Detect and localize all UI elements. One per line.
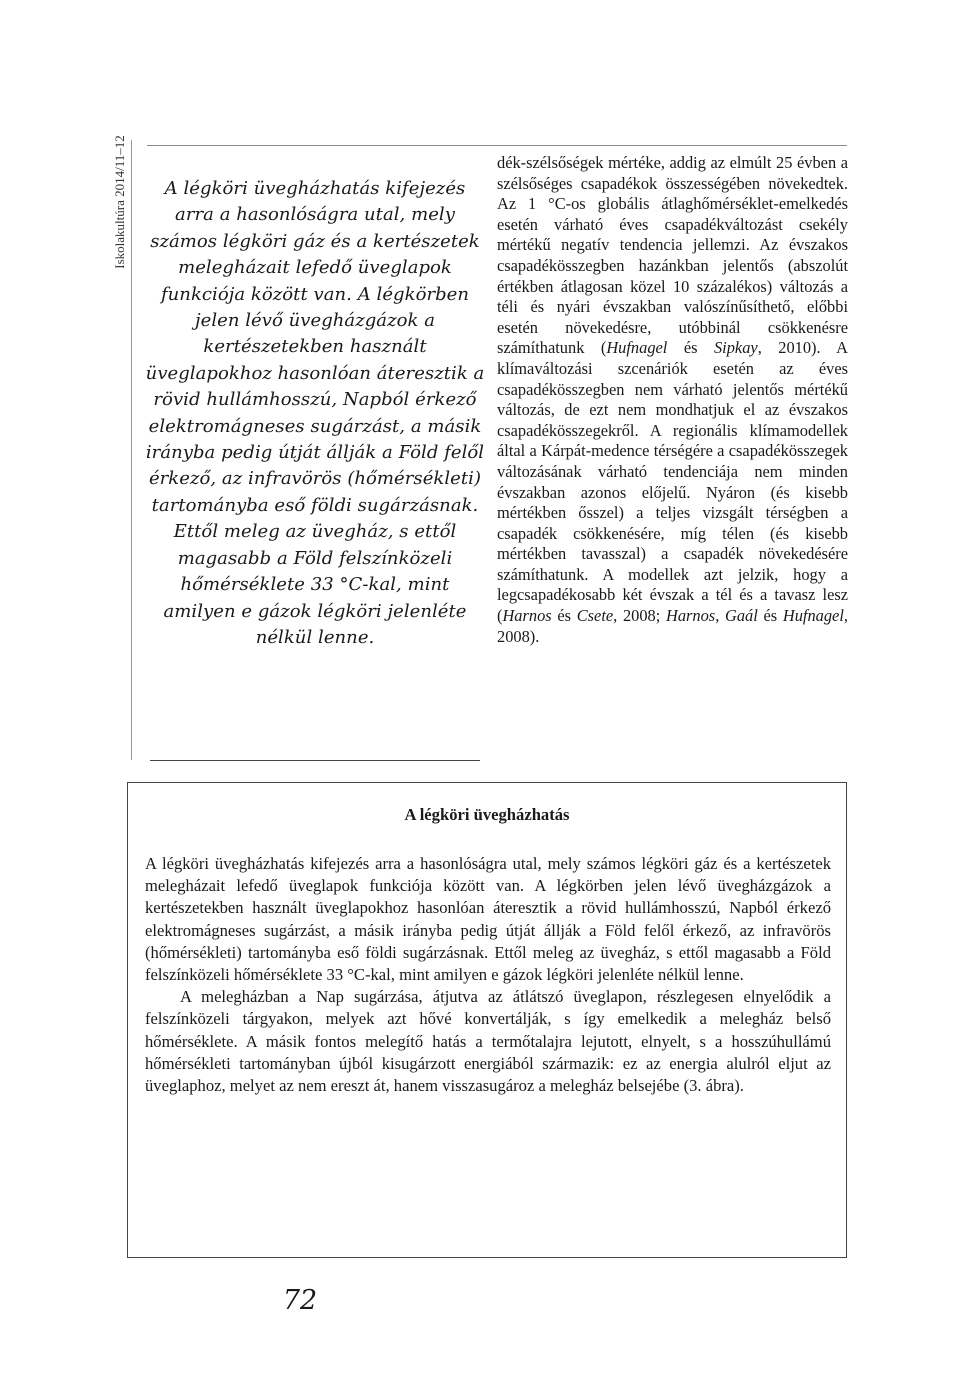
info-box-paragraph: A légköri üvegházhatás kifejezés arra a hasonlóságra utal, mely számos légköri gáz és a kertészetek melegházait lefedő üveglapok funkciója között van. A légkörben jelen lévő üvegházgázok a kertészetekben használt üveglapokhoz hasonlóan áteresztik a rövid hullámhosszú, Napból érkező elektromágneses sugárzást, a másik irányba pedig útját állják a Föld felől érkező, az infravörös (hőmérsékleti) tartományba eső földi sugárzásnak. Ettől meleg az üvegház, s ettől magasabb a Föld felszínközeli hőmérséklete 33 °C-kal, mint amilyen e gázok légköri jelenléte nélkül lenne. (145, 854, 831, 985)
page-number: 72 (282, 1285, 318, 1316)
citation-author: Csete (576, 606, 614, 626)
citation-conjunction: és (757, 606, 783, 626)
info-box (127, 782, 847, 1258)
body-text-part: , 2008; (613, 606, 666, 626)
pull-quote: A légköri üvegházhatás kifejezés arra a hasonlóságra utal, mely számos légköri gáz és a kertészetek melegházait lefedő üveglapok funkciója között van. A légkörben jelen lévő üvegházgázok a kertészetekben használt üveglapokhoz hasonlóan áteresztik a rövid hullámhosszú, Napból érkező elektromágneses sugárzást, a másik irányba pedig útját állják a Föld felől érkező, az infravörös (hőmérsékleti) tartományba eső földi sugárzásnak. Ettől meleg az üvegház, s ettől magasabb a Föld felszínközeli hőmérséklete 33 °C-kal, mint amilyen e gázok légköri jelenléte nélkül lenne. (145, 178, 485, 648)
journal-name: Iskolakultúra 2014/11–12 (112, 135, 127, 269)
body-text-part: dék-szélsőségek mértéke, addig az elmúlt 25 évben a szélsőséges csapadékok összességében növekedtek. Az 1 °C-os globális átlaghőmérséklet-emelkedés esetén várható éves csapadékváltozást csekély mértékű negatív tendencia jellemzi. Az évszakos csapadékösszegben hazánkban jelentős (abszolút értékben átlagosan közel 10 százalékos) változás a téli és nyári évszakban valószínűsíthető, előbbi esetén növekedésre, utóbbinál csökkenésre számíthatunk ( (497, 153, 848, 358)
info-box-paragraph: A melegházban a Nap sugárzása, átjutva az átlátszó üveglapon, részlegesen elnyelődik a felszínközeli tárgyakon, melyek azt hővé konvertálják, s így emelkedik a melegház belső hőmérséklete. A másik fontos melegítő hatás a termőtalajra lejutott, elnyelt, s a hosszúhullámú hőmérsékleti tartományban újból kisugárzott energiából származik: ez az energia alulról eljut az üveglaphoz, melyet az nem ereszt át, hanem visszasugároz a melegház belsejébe (3. ábra). (145, 987, 831, 1096)
citation-separator: , (715, 606, 725, 626)
body-text-part: , 2008). (497, 606, 848, 646)
citation-author: Sipkay (713, 338, 758, 358)
citation-conjunction: és (551, 606, 577, 626)
citation-author: Hufnagel (782, 606, 844, 626)
margin-rule (131, 140, 132, 760)
pull-quote-rule (150, 760, 480, 761)
citation-author: Hufnagel (606, 338, 668, 358)
citation-conjunction: és (667, 338, 714, 358)
top-rule (147, 145, 847, 146)
info-box-body (145, 853, 831, 1097)
citation-author: Harnos (666, 606, 716, 626)
body-text-part: , 2010). A klímaváltozási szcenáriók esetén az éves csapadékösszegben nem várható jelentős mértékű változás, de ezt nem mondhatjuk el az évszakos csapadékösszegekről. A regionális klímamodellek által a Kárpát-medence térségére a csapadékösszegek változásának várható tendenciája nem minden évszakban azonos előjelű. Nyáron (és kisebb mértékben ősszel) a teljes vizsgált térségben a csapadék csökkenésére, míg télen (és kisebb mértékben tavasszal) a csapadék növekedésére számíthatunk. A modellek azt jelzik, hogy a legcsapadékosabb két évszak a tél és a tavasz lesz ( (497, 338, 849, 626)
info-box-title: A légköri üvegházhatás (404, 805, 570, 824)
body-text-column (497, 153, 848, 647)
citation-author: Harnos (502, 606, 552, 626)
citation-author: Gaál (725, 606, 758, 626)
